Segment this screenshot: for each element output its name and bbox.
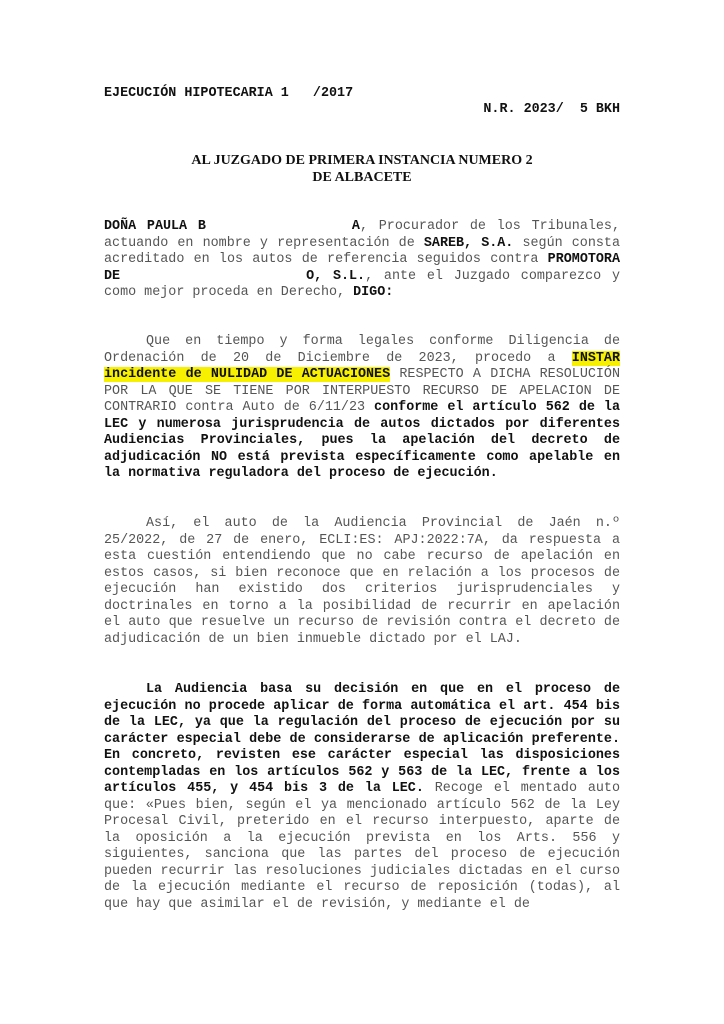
reasoning-text: Recoge el mentado auto que: «Pues bien, según el ya mencionado artículo 562 de la Ley Procesal Civil, preterido en el recurso interpuesto, aparte de la oposición a la ejecución prevista en los Arts. 556 y siguientes, sanciona que las partes del proceso de ejecución pueden recurrir las resoluciones judiciales dictadas en el curso de la ejecución mediante el recurso de reposición (todas), al que hay que asimilar el de revisión, y mediante el de xyxy=(104,781,620,912)
highlight-nulidad: incidente de NULIDAD DE ACTUACIONES xyxy=(104,367,391,382)
paragraph-nullity-request xyxy=(104,334,620,483)
jaen-ruling-text: Así, el auto de la Audiencia Provincial de Jaén n.º 25/2022, de 27 de enero, ECLI:ES: APJ:2022:7A, da respuesta a esta cuestión entendiendo que no cabe recurso de apelación en estos casos, si bien reconoce que en relación a los procesos de ejecución han existido dos criterios jurisprudenciales y doctrinales en torno a la posibilidad de recurrir en apelación el auto que resuelve un recurso de revisión contra el decreto de adjudicación de un bien inmueble dictado por el LAJ. xyxy=(104,516,620,647)
request-text-1: Que en tiempo y forma legales conforme Diligencia de Ordenación de 20 de Diciembre de 2023, procedo a xyxy=(104,334,620,366)
request-text-2: RESPECTO A DICHA RESOLUCIÓN POR LA QUE SE TIENE POR INTERPUESTO RECURSO DE APELACION DE CONTRARIO contra Auto de 6/11/23 xyxy=(104,367,620,415)
case-number: EJECUCIÓN HIPOTECARIA 1 /2017 xyxy=(104,86,354,101)
appearance-text-3: , ante el Juzgado comparezco y como mejor proceda en Derecho, xyxy=(104,268,620,300)
court-title-line1: AL JUZGADO DE PRIMERA INSTANCIA NUMERO 2 xyxy=(191,153,533,168)
appearance-text-2: según consta acreditado en los autos de referencia seguidos contra xyxy=(104,235,620,267)
defendant-name-last: O, S.L. xyxy=(306,268,366,284)
defendant-name-first: PROMOTORA DE xyxy=(104,252,620,284)
paragraph-jaen-ruling xyxy=(104,516,620,648)
client-name: SAREB, S.A. xyxy=(423,235,514,251)
request-bold-text: conforme el artículo 562 de la LEC y numerosa jurisprudencia de autos dictados por diferentes Audiencias Provinciales, pues la apelación del decreto de adjudicación NO está prevista específicamente como apelable en la normativa reguladora del proceso de ejecución. xyxy=(104,400,620,481)
paragraph-audiencia-reasoning xyxy=(104,682,620,913)
attorney-name-first: DOÑA PAULA B xyxy=(104,219,206,234)
attorney-name-last: A xyxy=(351,219,360,234)
paragraph-appearance xyxy=(104,219,620,302)
appearance-text-1: , Procurador de los Tribunales, actuando en nombre y representación de xyxy=(104,219,620,251)
reasoning-bold-text: La Audiencia basa su decisión en que en el proceso de ejecución no procede aplicar de forma automática el art. 454 bis de la LEC, ya que la regulación del proceso de ejecución por su carácter especial debe de considerarse de aplicación preferente. En concreto, revisten ese carácter especial las disposiciones contempladas en los artículos 562 y 563 de la LEC, frente a los artículos 455, y 454 bis 3 de la LEC. xyxy=(104,682,620,796)
court-title-line2: DE ALBACETE xyxy=(312,170,412,185)
digo-label: DIGO: xyxy=(353,285,394,300)
highlight-instar: INSTAR xyxy=(571,350,620,366)
reference-number: N.R. 2023/ 5 BKH xyxy=(483,102,620,117)
